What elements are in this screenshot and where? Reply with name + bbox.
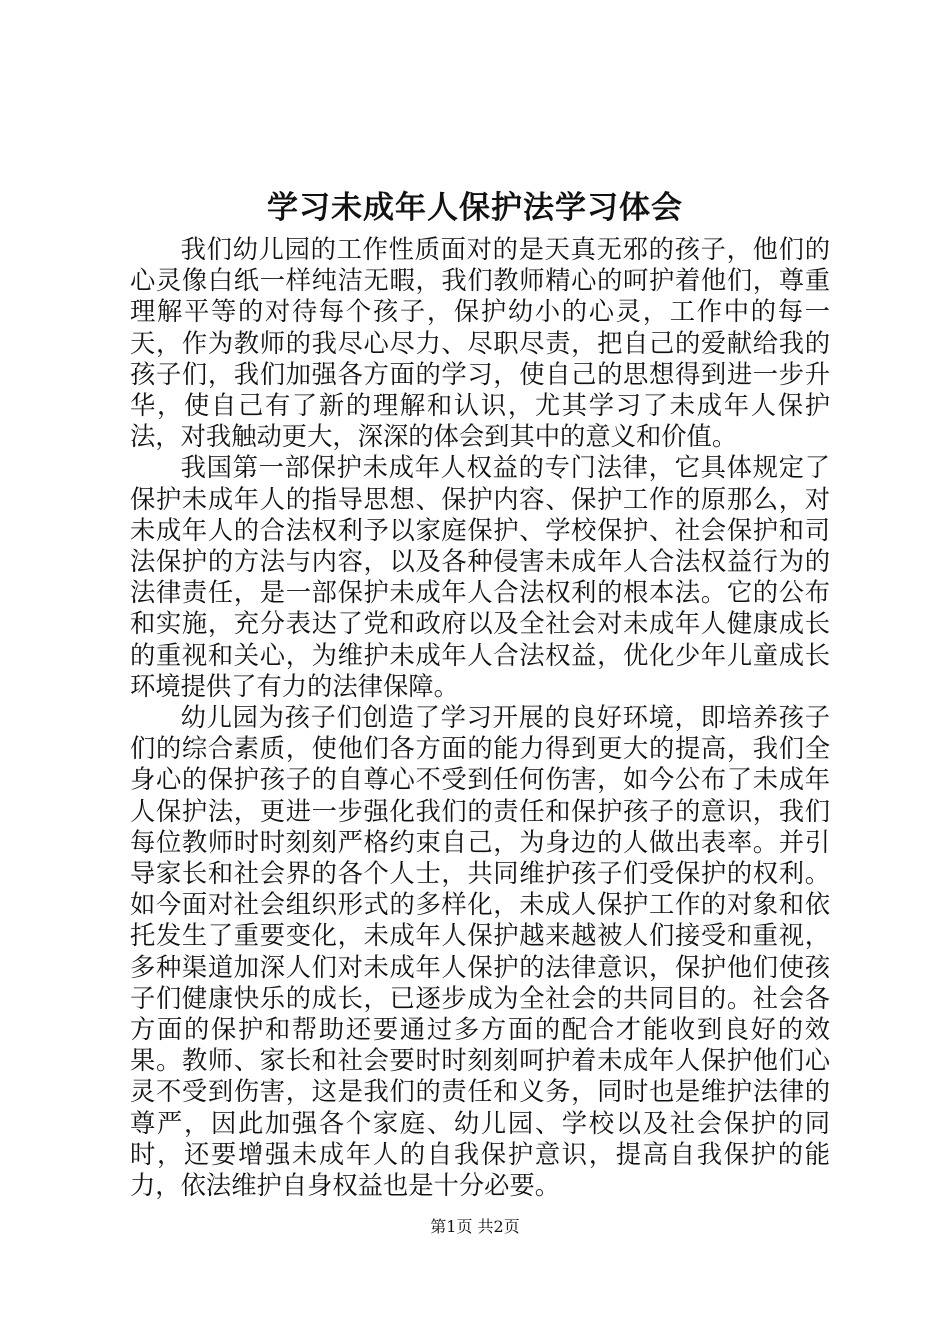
page-title: 学习未成年人保护法学习体会	[267, 190, 683, 226]
page-footer: 第1页 共2页	[430, 1217, 520, 1236]
paragraph: 幼儿园为孩子们创造了学习开展的良好环境，即培养孩子们的综合素质，使他们各方面的能力得到更大的提高，我们全身心的保护孩子的自尊心不受到任何伤害，如今公布了未成年人保护法，更进一步强化我们的责任和保护孩子的意识，我们每位教师时时刻刻严格约束自己，为身边的人做出表率。并引导家长和社会界的各个人士，共同维护孩子们受保护的权利。如今面对社会组织形式的多样化，未成人保护工作的对象和依托发生了重要变化，未成年人保护越来越被人们接受和重视，多种渠道加深人们对未成年人保护的法律意识，保护他们使孩子们健康快乐的成长，已逐步成为全社会的共同目的。社会各方面的保护和帮助还要通过多方面的配合才能收到良好的效果。教师、家长和社会要时时刻刻呵护着未成年人保护他们心灵不受到伤害，这是我们的责任和义务，同时也是维护法律的尊严，因此加强各个家庭、幼儿园、学校以及社会保护的同时，还要增强未成年人的自我保护意识，提高自我保护的能力，依法维护自身权益也是十分必要。	[130, 703, 830, 1201]
document-body	[130, 234, 830, 1201]
paragraph: 我们幼儿园的工作性质面对的是天真无邪的孩子，他们的心灵像白纸一样纯洁无暇，我们教师精心的呵护着他们，尊重理解平等的对待每个孩子，保护幼小的心灵，工作中的每一天，作为教师的我尽心尽力、尽职尽责，把自己的爱献给我的孩子们，我们加强各方面的学习，使自己的思想得到进一步升华，使自己有了新的理解和认识，尤其学习了未成年人保护法，对我触动更大，深深的体会到其中的意义和价值。	[130, 235, 830, 452]
paragraph: 我国第一部保护未成年人权益的专门法律，它具体规定了保护未成年人的指导思想、保护内容、保护工作的原那么，对未成年人的合法权利予以家庭保护、学校保护、社会保护和司法保护的方法与内容，以及各种侵害未成年人合法权益行为的法律责任，是一部保护未成年人合法权利的根本法。它的公布和实施，充分表达了党和政府以及全社会对未成年人健康成长的重视和关心，为维护未成年人合法权益，优化少年儿童成长环境提供了有力的法律保障。	[130, 453, 830, 701]
